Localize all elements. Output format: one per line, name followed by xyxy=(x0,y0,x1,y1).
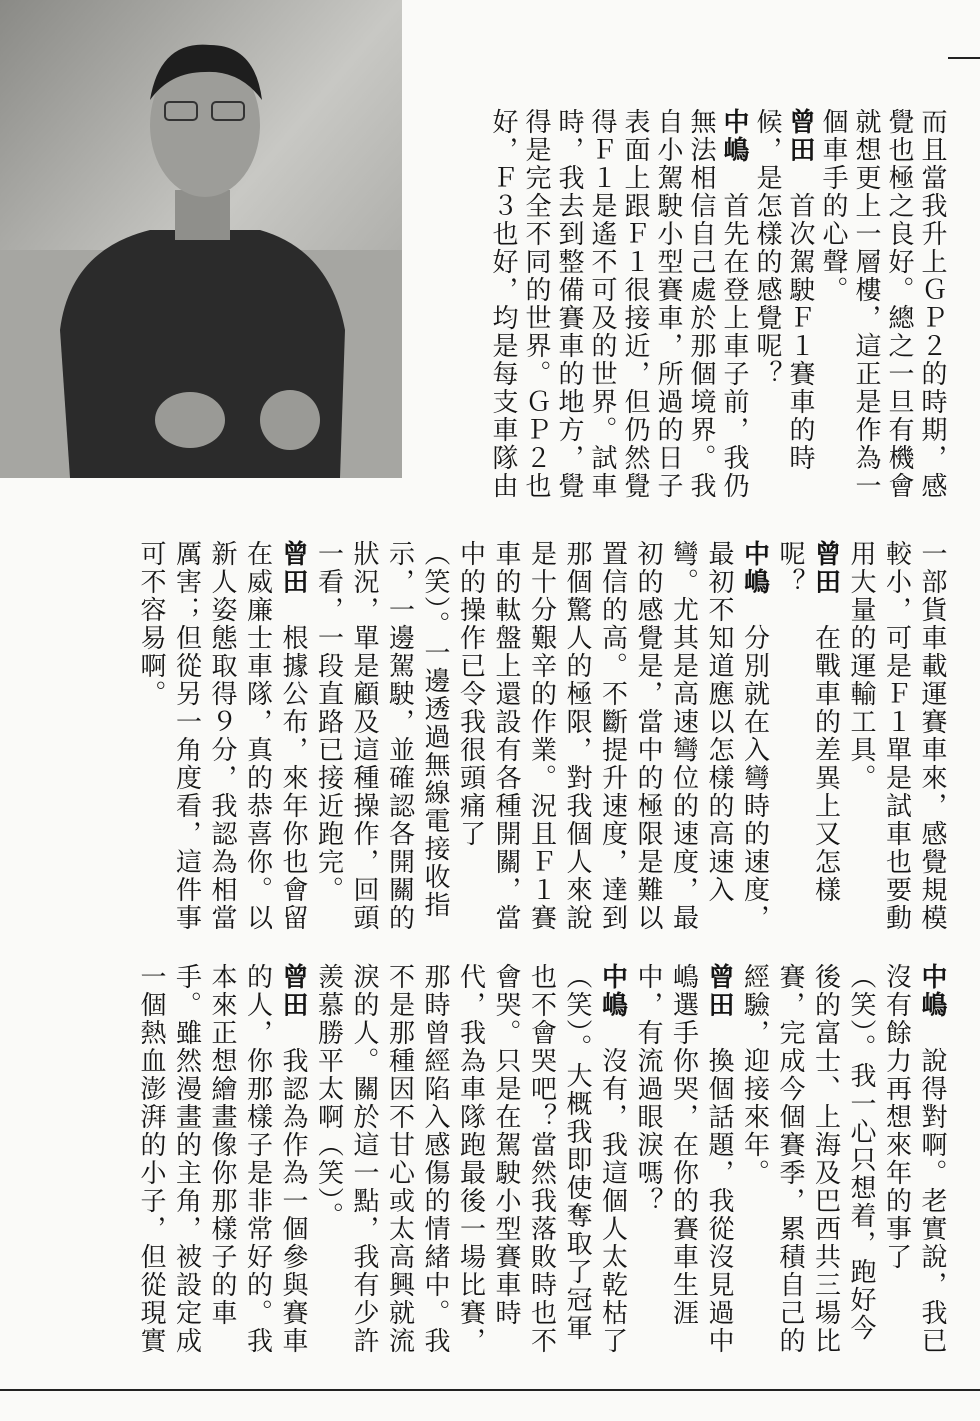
column-text: 沒有，我這個人太乾枯了 xyxy=(597,1047,628,1355)
column-text: 也不會哭吧？當然我落敗時也不 xyxy=(526,963,557,1355)
column-text: 在威廉士車隊，真的恭喜你。以 xyxy=(242,540,273,932)
column-text: 時，我去到整備賽車的地方，覺 xyxy=(554,108,584,500)
text-column xyxy=(483,108,516,500)
column-text: 最初不知道應以怎樣的高速入 xyxy=(704,540,734,904)
column-text: 說得對啊。老實說，我已 xyxy=(917,1047,947,1355)
column-text: 覺也極之良好。總之一旦有機會 xyxy=(884,108,914,500)
speaker-name: 曾田 xyxy=(278,540,308,596)
text-column xyxy=(555,540,591,932)
column-text: 首先在登上車子前，我仍 xyxy=(719,192,749,500)
column-text: 厲害；但從另一角度看，這件事 xyxy=(171,540,202,932)
column-text: 那個驚人的極限，對我個人來說 xyxy=(562,540,592,932)
column-text: 狀況，單是顧及這種操作，回頭 xyxy=(349,540,379,932)
text-column xyxy=(697,540,733,904)
bottom-rule xyxy=(0,1389,980,1391)
text-column xyxy=(732,963,768,1187)
column-text: 沒有餘力再想來年的事了 xyxy=(881,963,912,1271)
speaker-name: 曾田 xyxy=(785,108,815,164)
column-text: 新人姿態取得９分，我認為相當 xyxy=(207,540,237,932)
speaker-name: 中嶋 xyxy=(917,963,947,1019)
text-column xyxy=(874,540,910,932)
column-text: 得Ｆ１是遙不可及的世界。試車 xyxy=(587,108,617,500)
text-column xyxy=(271,540,307,932)
column-text: 可不容易啊。 xyxy=(136,540,166,708)
text-column xyxy=(342,963,378,1355)
column-text: 初的感覺是，當中的極限是難以 xyxy=(633,540,663,932)
column-text: 不是那種因不甘心或太高興就流 xyxy=(384,963,415,1355)
text-column xyxy=(448,540,484,848)
text-column xyxy=(413,963,449,1355)
text-column xyxy=(519,540,555,932)
text-column xyxy=(200,963,236,1327)
text-column xyxy=(912,108,945,500)
column-text: 首次駕駛Ｆ１賽車的時 xyxy=(785,192,815,472)
text-column xyxy=(484,963,520,1327)
column-text: 本來正想繪畫像你那樣子的車 xyxy=(207,963,237,1327)
text-column xyxy=(200,540,236,932)
text-column xyxy=(768,540,804,596)
article-section-bottom xyxy=(129,963,946,1355)
article-section-middle xyxy=(129,540,946,932)
text-column xyxy=(235,963,271,1355)
text-column xyxy=(164,963,200,1355)
column-text: 就想更上一層樓，這正是作為一 xyxy=(851,108,881,500)
speaker-name: 曾田 xyxy=(810,540,841,596)
column-text: 一個熱血澎湃的小子，但從現實 xyxy=(136,963,166,1355)
text-column xyxy=(448,963,484,1355)
column-text: 候，是怎樣的感覺呢？ xyxy=(752,108,782,388)
text-column xyxy=(910,963,946,1355)
text-column xyxy=(874,963,910,1271)
text-column xyxy=(813,108,846,304)
text-column xyxy=(661,963,697,1327)
column-text: （笑）。大概我即使奪取了冠軍 xyxy=(562,963,592,1342)
column-text: 個車手的心聲。 xyxy=(818,108,848,304)
column-text: 而且當我升上ＧＰ２的時期，感 xyxy=(917,108,947,500)
top-rule-right xyxy=(948,57,980,59)
article-section-top xyxy=(483,108,945,500)
column-text: 是十分艱辛的作業。況且Ｆ１賽 xyxy=(526,540,557,932)
interviewee-photo xyxy=(0,0,402,478)
text-column xyxy=(129,963,165,1355)
column-text: 我認為作為一個參與賽車 xyxy=(278,1047,308,1355)
column-text: （笑）。我一心只想着，跑好今 xyxy=(846,963,876,1342)
column-text: 示，一邊駕駛，並確認各開關的 xyxy=(384,540,415,932)
text-column xyxy=(681,108,714,500)
text-column xyxy=(626,963,662,1215)
speaker-name: 中嶋 xyxy=(739,540,770,596)
column-text: 嶋選手你哭，在你的賽車生涯 xyxy=(668,963,699,1327)
column-text: 中，有流過眼淚嗎？ xyxy=(633,963,663,1215)
column-text: 呢？ xyxy=(775,540,805,596)
text-column xyxy=(377,540,413,932)
column-text: 在戰車的差異上又怎樣 xyxy=(810,624,841,904)
text-column xyxy=(910,540,946,932)
text-column xyxy=(306,963,342,1230)
column-text: 淚的人。關於這一點，我有少許 xyxy=(349,963,379,1355)
speaker-name: 中嶋 xyxy=(597,963,628,1019)
column-text: 一看，一段直路已接近跑完。 xyxy=(313,540,344,904)
column-text: （笑）。一邊透過無線電接收指 xyxy=(420,540,450,919)
column-text: 羨慕勝平太啊（笑）。 xyxy=(313,963,344,1230)
text-column xyxy=(235,540,271,932)
column-text: 會哭。只是在駕駛小型賽車時 xyxy=(491,963,521,1327)
column-text: 換個話題，我從沒見過中 xyxy=(704,1047,734,1355)
column-text: 表面上跟Ｆ１很接近，但仍然覺 xyxy=(620,108,650,500)
speaker-name: 曾田 xyxy=(278,963,308,1019)
text-column xyxy=(839,540,875,792)
text-column xyxy=(661,540,697,932)
column-text: 經驗，迎接來年。 xyxy=(739,963,770,1187)
text-column xyxy=(768,963,804,1355)
text-column xyxy=(846,108,879,500)
text-column xyxy=(549,108,582,500)
column-text: 那時曾經陷入感傷的情緒中。我 xyxy=(420,963,450,1355)
text-column xyxy=(582,108,615,500)
column-text: 代，我為車隊跑最後一場比賽， xyxy=(455,963,486,1355)
text-column xyxy=(129,540,165,708)
column-text: 手。雖然漫畫的主角，被設定成 xyxy=(171,963,202,1355)
text-column xyxy=(590,963,626,1355)
text-column xyxy=(697,963,733,1355)
text-column xyxy=(879,108,912,500)
column-text: 無法相信自己處於那個境界。我 xyxy=(686,108,716,500)
column-text: 自小駕駛小型賽車，所過的日子 xyxy=(653,108,683,500)
text-column xyxy=(519,963,555,1355)
text-column xyxy=(164,540,200,932)
text-column xyxy=(803,963,839,1355)
text-column xyxy=(306,540,342,904)
text-column xyxy=(626,540,662,932)
column-text: 車的軚盤上還設有各種開關，當 xyxy=(491,540,521,932)
speaker-name: 曾田 xyxy=(704,963,734,1019)
text-column xyxy=(648,108,681,500)
text-column xyxy=(342,540,378,932)
column-text: 分別就在入彎時的速度， xyxy=(739,624,770,932)
column-text: 較小，可是Ｆ１單是試車也要動 xyxy=(881,540,912,932)
column-text: 彎。尤其是高速彎位的速度，最 xyxy=(668,540,699,932)
text-column xyxy=(615,108,648,500)
text-column xyxy=(271,963,307,1355)
column-text: 後的富士、上海及巴西共三場比 xyxy=(810,963,841,1355)
text-column xyxy=(780,108,813,472)
text-column xyxy=(714,108,747,500)
column-text: 得是完全不同的世界。ＧＰ２也 xyxy=(521,108,551,500)
text-column xyxy=(839,963,875,1342)
speaker-name: 中嶋 xyxy=(719,108,749,164)
text-column xyxy=(747,108,780,388)
column-text: 用大量的運輸工具。 xyxy=(846,540,876,792)
text-column xyxy=(803,540,839,904)
text-column xyxy=(732,540,768,932)
text-column xyxy=(516,108,549,500)
column-text: 賽，完成今個賽季，累積自己的 xyxy=(775,963,805,1355)
text-column xyxy=(590,540,626,932)
column-text: 好，Ｆ３也好，均是每支車隊由 xyxy=(488,108,518,500)
text-column xyxy=(484,540,520,932)
text-column xyxy=(555,963,591,1342)
text-column xyxy=(377,963,413,1355)
column-text: 一部貨車載運賽車來，感覺規模 xyxy=(917,540,947,932)
column-text: 置信的高。不斷提升速度，達到 xyxy=(597,540,628,932)
column-text: 中的操作已令我很頭痛了 xyxy=(455,540,486,848)
column-text: 的人，你那樣子是非常好的。我 xyxy=(242,963,273,1355)
text-column xyxy=(413,540,449,919)
column-text: 根據公布，來年你也會留 xyxy=(278,624,308,932)
